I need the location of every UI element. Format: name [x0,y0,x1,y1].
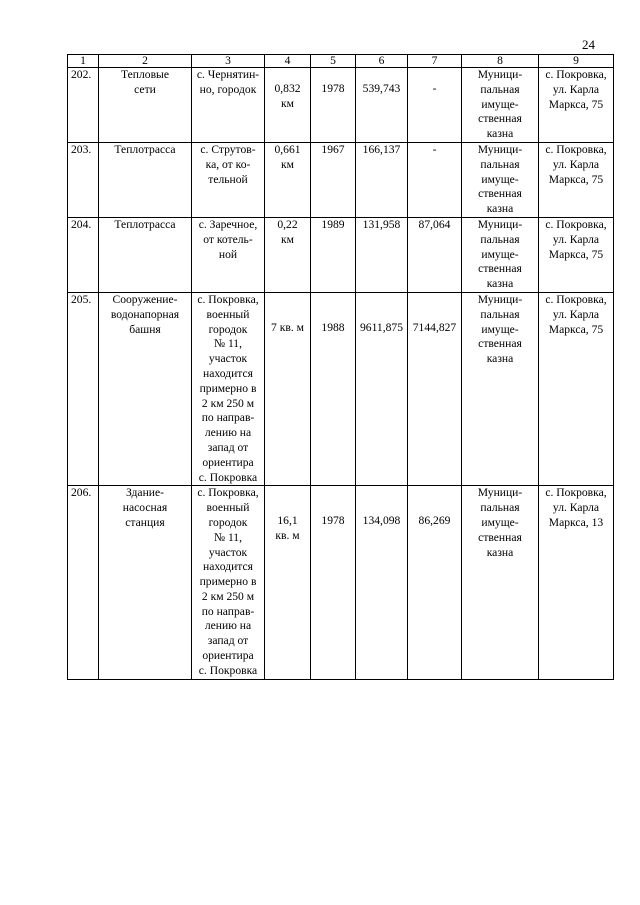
measure-cell [265,217,311,292]
column-header: 6 [356,55,408,68]
year-cell [311,142,356,217]
object-holder: с. Покровка, ул. Карла Маркса, 13 [545,486,607,529]
object-holder: с. Покровка, ул. Карла Маркса, 75 [545,292,607,336]
object-name: Теплотрасса [114,142,176,156]
value1-cell [356,142,408,217]
object-name: Теплотрасса [114,217,176,231]
column-header: 7 [408,55,462,68]
registry-table [67,54,614,680]
measure-cell [265,142,311,217]
year-cell [311,217,356,292]
holder-cell [539,217,614,292]
address-cell [192,292,265,485]
object-owner: Муници- пальная имуще- ственная казна [477,486,523,559]
holder-cell [539,486,614,679]
object-value1: 166,137 [362,142,401,156]
object-address: с. Струтов- ка, от ко- тельной [200,142,256,186]
column-header: 8 [462,55,539,68]
row-number-cell [68,217,99,292]
object-year: 1978 [321,82,345,95]
row-number: 206. [71,486,92,500]
value1-cell [356,486,408,679]
holder-cell [539,68,614,143]
table-row [68,68,614,143]
name-cell [99,217,192,292]
row-number: 205. [71,292,92,306]
owner-cell [462,142,539,217]
column-header: 4 [265,55,311,68]
value2-cell [408,68,462,143]
value2-cell [408,292,462,485]
column-header: 3 [192,55,265,68]
value1-cell [356,292,408,485]
column-header: 5 [311,55,356,68]
object-name: Тепловые сети [121,68,169,96]
holder-cell [539,292,614,485]
object-value2: 86,269 [418,514,451,528]
object-measure: 0,22 км [277,217,298,246]
object-measure: 0,832 км [274,82,301,110]
row-number: 204. [71,217,92,231]
year-cell [311,68,356,143]
row-number-cell [68,142,99,217]
table-row [68,142,614,217]
object-year: 1988 [321,320,345,334]
measure-cell [265,292,311,485]
object-measure: 16,1 кв. м [275,514,300,543]
object-value1: 539,743 [362,82,401,95]
address-cell [192,217,265,292]
row-number: 203. [71,142,92,156]
object-year: 1989 [321,217,345,231]
page-number: 24 [582,37,595,52]
object-measure: 0,661 км [274,142,301,171]
row-number-cell [68,68,99,143]
object-owner: Муници- пальная имуще- ственная казна [477,142,523,216]
name-cell [99,292,192,485]
holder-cell [539,142,614,217]
name-cell [99,68,192,143]
column-header: 1 [68,55,99,68]
value1-cell [356,68,408,143]
value2-cell [408,217,462,292]
row-number-cell [68,292,99,485]
owner-cell [462,292,539,485]
object-name: Здание- насосная станция [122,486,168,529]
object-owner: Муници- пальная имуще- ственная казна [477,292,523,366]
object-year: 1978 [321,514,345,528]
measure-cell [265,68,311,143]
name-cell [99,486,192,679]
table-row [68,217,614,292]
object-holder: с. Покровка, ул. Карла Маркса, 75 [545,142,607,186]
year-cell [311,486,356,679]
object-address: с. Чернятин- но, городок [196,68,260,96]
object-owner: Муници- пальная имуще- ственная казна [477,217,523,291]
object-name: Сооружение- водонапорная башня [110,292,180,336]
object-address: с. Покровка, военный городок № 11, участок находится примерно в 2 км 250 м по направ- лению на запад от ориентира с. Покровка [197,486,259,677]
object-address: с. Покровка, военный городок № 11, участок находится примерно в 2 км 250 м по направ- лению на запад от ориентира с. Покровка [197,292,259,484]
object-holder: с. Покровка, ул. Карла Маркса, 75 [545,217,607,261]
object-value2: 87,064 [418,217,451,231]
object-owner: Муници- пальная имуще- ственная казна [477,68,523,141]
object-holder: с. Покровка, ул. Карла Маркса, 75 [545,68,607,111]
row-number: 202. [71,68,92,81]
value2-cell [408,142,462,217]
address-cell [192,68,265,143]
column-header: 2 [99,55,192,68]
object-value1: 134,098 [362,514,401,528]
object-measure: 7 кв. м [271,320,304,334]
owner-cell [462,68,539,143]
value2-cell [408,486,462,679]
column-header: 9 [539,55,614,68]
row-number-cell [68,486,99,679]
object-value2: - [432,142,437,156]
address-cell [192,142,265,217]
header-row [68,55,614,68]
value1-cell [356,217,408,292]
year-cell [311,292,356,485]
object-value2: 7144,827 [412,320,457,334]
object-value2: - [432,82,437,95]
object-address: с. Заречное, от котель- ной [198,217,258,261]
owner-cell [462,217,539,292]
object-value1: 9611,875 [359,320,404,334]
object-value1: 131,958 [362,217,401,231]
address-cell [192,486,265,679]
measure-cell [265,486,311,679]
table-row [68,292,614,485]
name-cell [99,142,192,217]
table-row [68,486,614,679]
owner-cell [462,486,539,679]
object-year: 1967 [321,142,345,156]
